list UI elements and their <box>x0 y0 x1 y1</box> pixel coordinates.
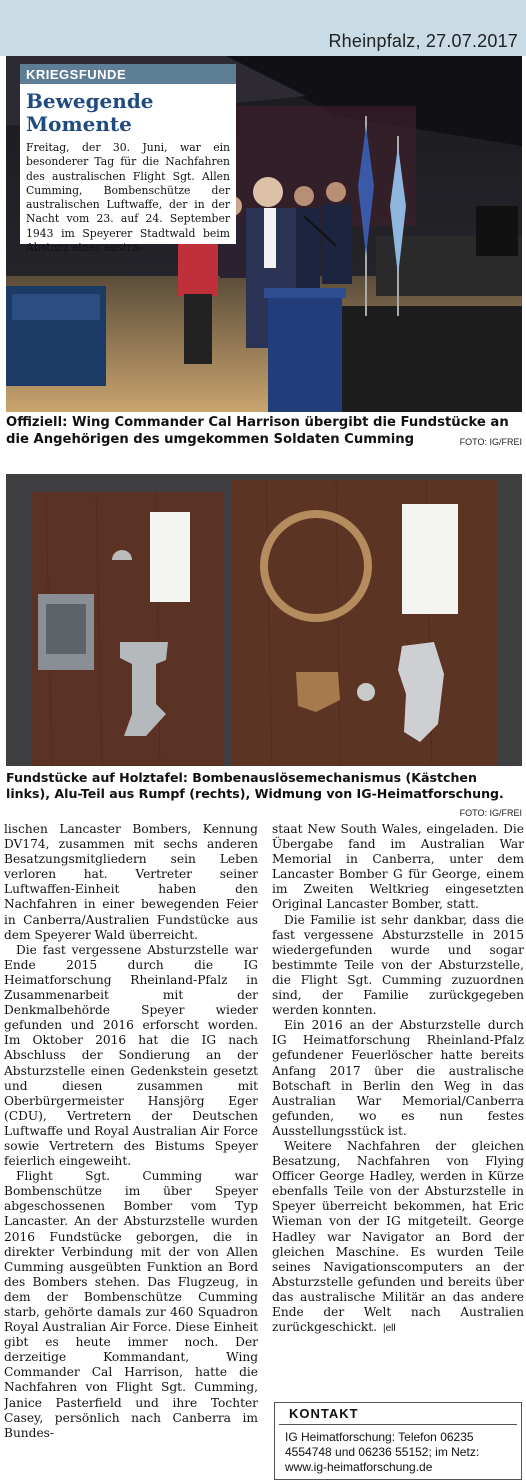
paragraph: lischen Lancaster Bombers, Kennung DV174, zusammen mit sechs anderen Besatzungsmitgliedern sein Leben verloren hat. Vertreter seiner Luftwaffen-Einheit haben den Nachfahren in einer bewegenden Feier in Canberra/Australien Fundstücke aus dem Speyerer Wald überreicht. <box>4 822 258 942</box>
paragraph: Flight Sgt. Cumming war Bombenschütze im über Speyer abgeschossenen Bomber vom Typ Lancaster. An der Absturzstelle wurden 2016 Fundstücke geborgen, die in direkter Verbindung mit der von Allen Cumming ausgeübten Funktion an Bord des Bombers stehen. Das Flugzeug, in dem der Bombenschütze Cumming starb, gehörte damals zur 460 Squadron Royal Australian Air Force. Diese Einheit gibt es heute immer noch. Der derzeitige Kommandant, Wing Commander Cal Harrison, hatte die Nachfahren von Flight Sgt. Cumming, Janice Pasterfield und ihre Tochter Casey, persönlich nach Canberra im Bundes- <box>4 1169 258 1440</box>
paragraph: Ein 2016 an der Absturzstelle durch IG Heimatforschung Rheinland-Pfalz gefundener Feuerlöscher hatte bereits Anfang 2017 über die australische Botschaft in Berlin den Weg in das Australian War Memorial/Canberra gefunden, wo es nun festes Ausstellungsstück ist. <box>272 1018 524 1138</box>
headline <box>26 90 230 136</box>
contact-details <box>275 1425 521 1475</box>
contact-line-2: 4554748 und 06236 55152; im Netz: <box>285 1445 480 1459</box>
article-column-right <box>272 822 524 1336</box>
paragraph: Die Familie ist sehr dankbar, dass die fast vergessene Absturzstelle in 2015 wiedergefunden wurde und sogar bestimmte Teile von der Absturzstelle, die Flight Sgt. Cumming zuzuordnen sind, der Familie zurückgegeben werden konnten. <box>272 912 524 1018</box>
artifacts-photo-image <box>6 474 522 766</box>
headline-line-1: Bewegende <box>26 89 154 113</box>
contact-title: KONTAKT <box>279 1403 517 1425</box>
article-column-left <box>4 822 258 1480</box>
contact-box <box>274 1402 522 1480</box>
teaser-box <box>20 64 236 255</box>
photo-credit-2: FOTO: IG/FREI <box>459 808 522 818</box>
headline-line-2: Momente <box>26 112 132 136</box>
photo-credit-1: FOTO: IG/FREI <box>459 437 522 447</box>
caption-2-text: Fundstücke auf Holztafel: Bombenauslösemechanismus (Kästchen links), Alu-Teil aus Rumpf (rechts), Widmung von IG-Heimatforschung. <box>6 770 504 801</box>
artifacts-photo <box>6 474 522 766</box>
paragraph: staat New South Wales, eingeladen. Die Übergabe fand im Australian War Memorial in Canberra, unter dem Lancaster Bomber G für George, einem im Zweiten Weltkrieg eingesetzten Original Lancaster Bomber, statt. <box>272 822 524 912</box>
paragraph: Die fast vergessene Absturzstelle war Ende 2015 durch die IG Heimatforschung Rheinland-Pfalz in Zusammenarbeit mit der Denkmalbehörde Speyer wieder gefunden und 2016 erforscht worden. Im Oktober 2016 hat die IG nach Abschluss der Sondierung an der Absturzstelle einen Gedenkstein gesetzt und diesen zusammen mit Oberbürgermeister Hansjörg Eger (CDU), Vertretern der Deutschen Luftwaffe und Royal Australian Air Force sowie Vertretern des Bistums Speyer feierlich eingeweiht. <box>4 942 258 1169</box>
contact-line-1: IG Heimatforschung: Telefon 06235 <box>285 1430 474 1444</box>
publication-source: Rheinpfalz, 27.07.2017 <box>328 31 518 51</box>
contact-website: www.ig-heimatforschung.de <box>285 1460 433 1474</box>
teaser-text: Freitag, der 30. Juni, war ein besonderer Tag für die Nachfahren des australischen Flight Sgt. Allen Cumming, Bombenschütze der australischen Luftwaffe, der in der Nacht vom 23. auf 24. September 1943 im Speyerer Stadtwald beim Absturz eines austra- <box>26 141 230 255</box>
photo-caption-2 <box>6 770 522 821</box>
author-signature: |ell <box>382 1323 396 1335</box>
section-kicker: KRIEGSFUNDE <box>20 64 236 84</box>
paragraph-text: Weitere Nachfahren der gleichen Besatzung, Nachfahren von Flying Officer George Hadley, werden in Kürze ebenfalls Teile von der Absturzstelle in Speyer überreicht bekommen, hat Eric Wieman von der IG mitgeteilt. George Hadley war Navigator an Bord der gleichen Maschine. Es wurden Teile seines Navigationscomputers an der Absturzstelle gefunden und bereits über das australische Militär an das andere Ende der Welt nach Australien zurückgeschickt. <box>272 1138 524 1335</box>
ceremony-photo <box>6 56 522 412</box>
photo-caption-1 <box>6 414 522 451</box>
caption-1-text: Offiziell: Wing Commander Cal Harrison übergibt die Fundstücke an die Angehörigen des umgekommen Soldaten Cumming <box>6 415 509 447</box>
paragraph <box>272 1139 524 1336</box>
